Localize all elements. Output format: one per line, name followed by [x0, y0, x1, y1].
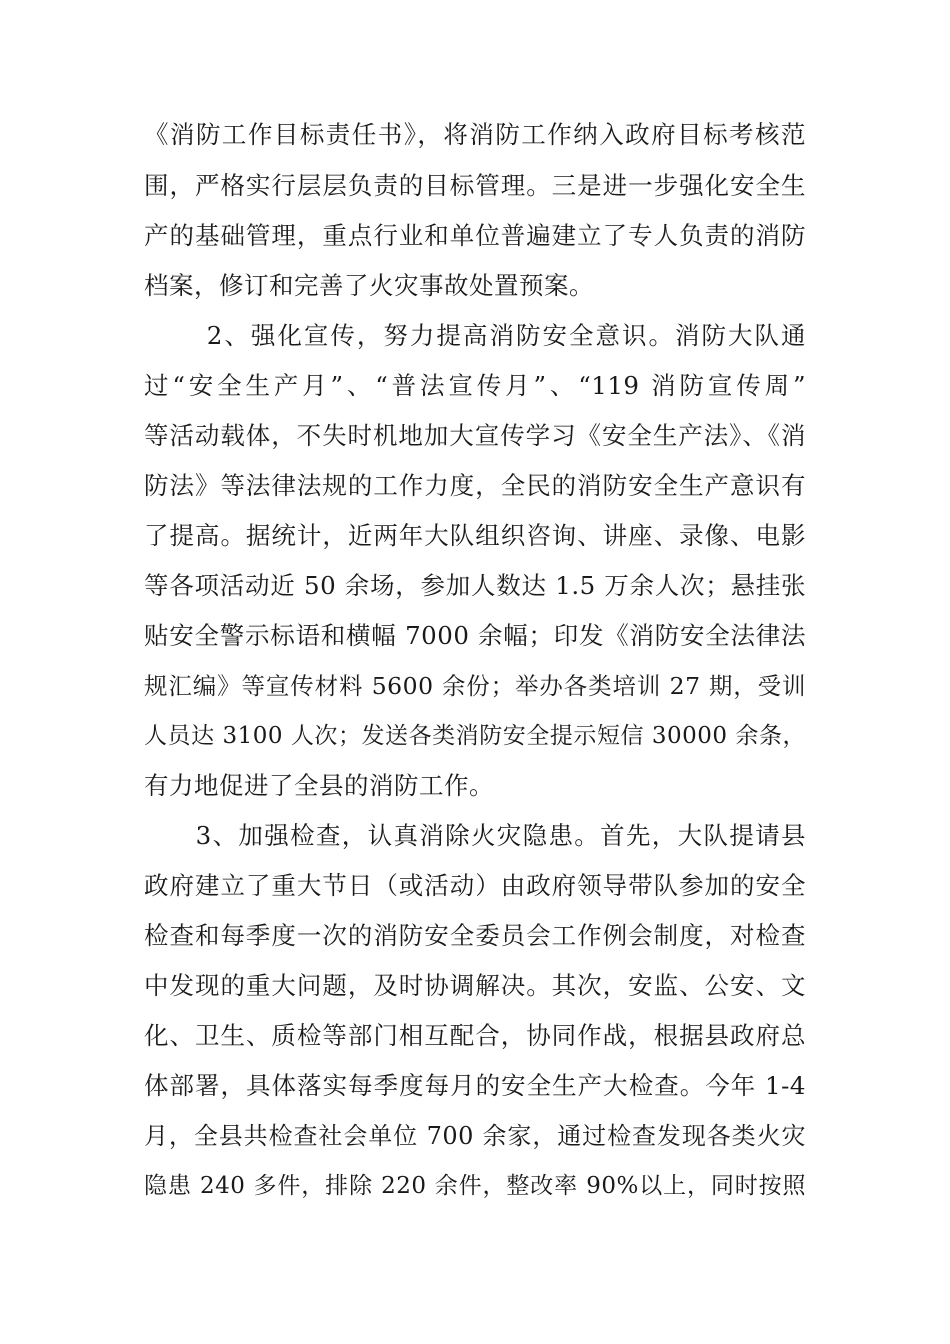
- text-line: 政府建立了重大节日（或活动）由政府领导带队参加的安全: [144, 871, 806, 900]
- text-line: 等活动载体，不失时机地加大宣传学习《安全生产法》、《消: [144, 421, 806, 450]
- text-line: 化、卫生、质检等部门相互配合，协同作战，根据县政府总: [144, 1021, 806, 1050]
- text-line: 防法》等法律法规的工作力度，全民的消防安全生产意识有: [144, 471, 806, 500]
- text-line: 检查和每季度一次的消防安全委员会工作例会制度，对检查: [144, 921, 806, 950]
- text-line: 《消防工作目标责任书》，将消防工作纳入政府目标考核范: [144, 120, 806, 149]
- text-line: 月，全县共检查社会单位 700 余家，通过检查发现各类火灾: [144, 1122, 806, 1150]
- text-line: 过“安全生产月”、“普法宣传月”、“119 消防宣传周”: [144, 371, 806, 400]
- text-line: 了提高。据统计，近两年大队组织咨询、讲座、录像、电影: [144, 521, 806, 550]
- paragraph-2-first-line: 2、强化宣传，努力提高消防安全意识。消防大队通: [144, 321, 806, 350]
- text-line: 等各项活动近 50 余场，参加人数达 1.5 万余人次；悬挂张: [144, 571, 806, 600]
- text-line: 档案，修订和完善了火灾事故处置预案。: [144, 271, 594, 300]
- text-line: 围，严格实行层层负责的目标管理。三是进一步强化安全生: [144, 171, 806, 200]
- text-line: 规汇编》等宣传材料 5600 余份；举办各类培训 27 期，受训: [144, 672, 806, 700]
- text-line: 人员达 3100 人次；发送各类消防安全提示短信 30000 余条，: [144, 723, 806, 749]
- text-line: 体部署，具体落实每季度每月的安全生产大检查。今年 1-4: [144, 1071, 806, 1100]
- text-line: 贴安全警示标语和横幅 7000 余幅；印发《消防安全法律法: [144, 621, 806, 650]
- text-line: 中发现的重大问题，及时协调解决。其次，安监、公安、文: [144, 971, 806, 1000]
- text-line: 有力地促进了全县的消防工作。: [144, 771, 494, 800]
- text-line: 产的基础管理，重点行业和单位普遍建立了专人负责的消防: [144, 221, 806, 250]
- paragraph-3-first-line: 3、加强检查，认真消除火灾隐患。首先，大队提请县: [144, 821, 806, 850]
- text-line: 隐患 240 多件，排除 220 余件，整改率 90%以上，同时按照: [144, 1173, 806, 1199]
